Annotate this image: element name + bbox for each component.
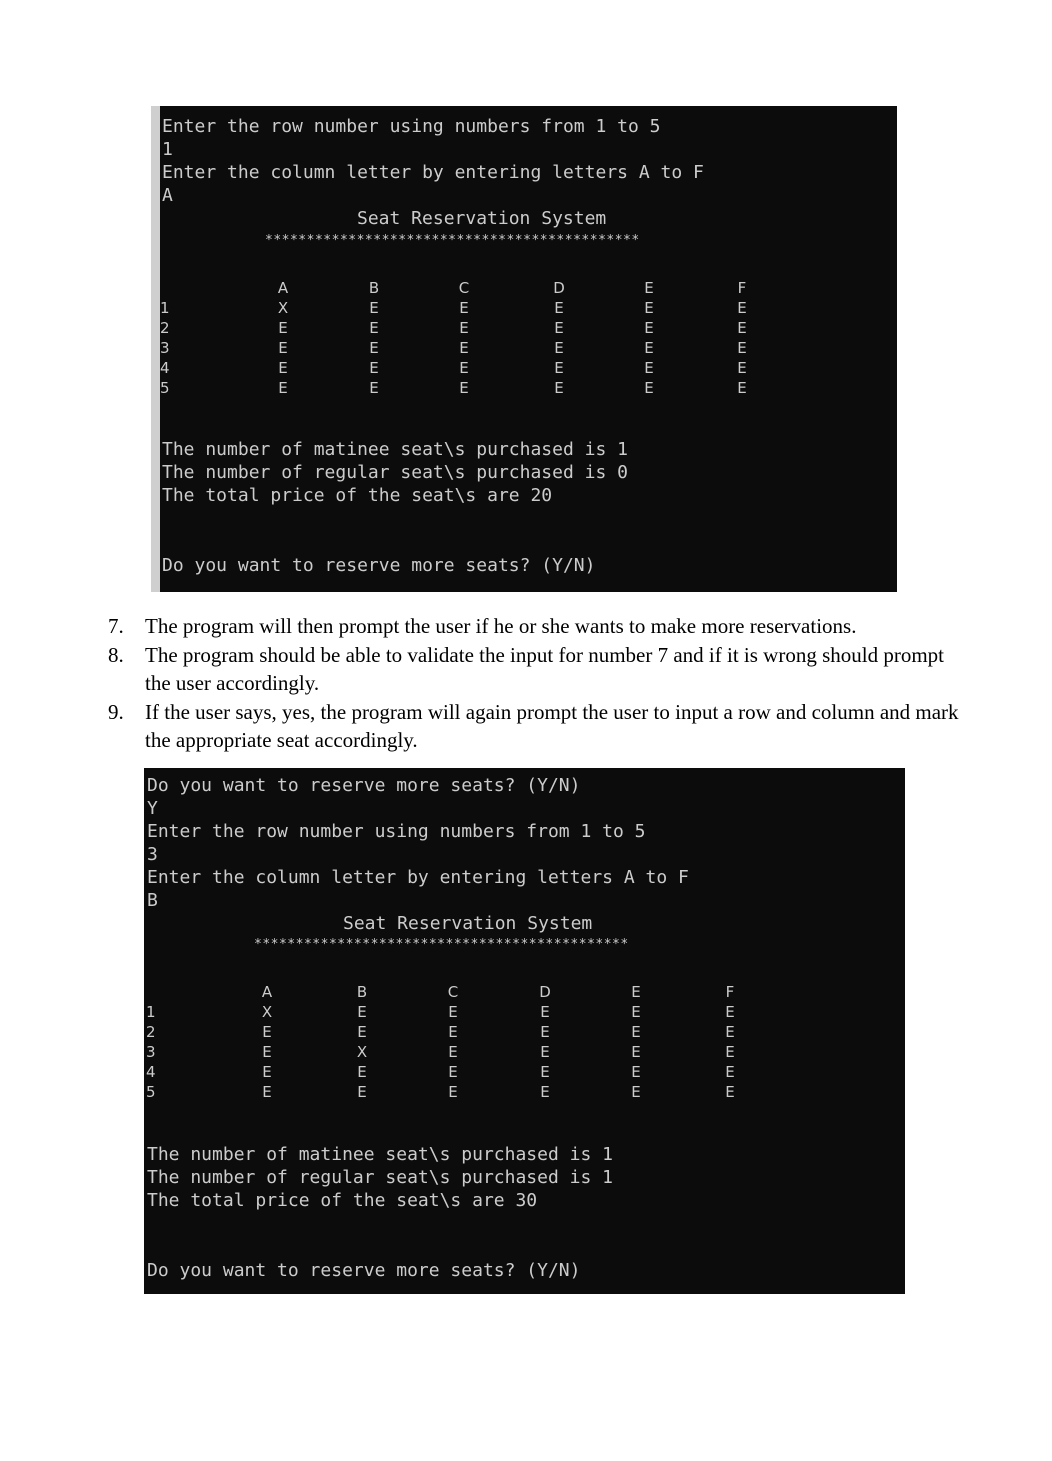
row-label: 1 bbox=[146, 1003, 156, 1021]
item-text: The program should be able to validate the input for number 7 and if it is wrong should prompt the user accordingly. bbox=[145, 642, 945, 695]
seat-cell: E bbox=[725, 1003, 735, 1021]
column-header: D bbox=[539, 983, 551, 1001]
seat-cell: E bbox=[448, 1043, 458, 1061]
column-header: A bbox=[277, 279, 289, 297]
column-header: C bbox=[458, 279, 470, 297]
reserve-more-prompt: Do you want to reserve more seats? (Y/N) bbox=[147, 1260, 581, 1281]
seat-cell: E bbox=[554, 319, 564, 337]
seat-cell: E bbox=[278, 359, 288, 377]
column-header: D bbox=[553, 279, 565, 297]
column-header: F bbox=[737, 279, 747, 297]
regular-count: The number of regular seat\s purchased is 1 bbox=[147, 1167, 613, 1188]
seat-cell: E bbox=[631, 1083, 641, 1101]
seat-cell: E bbox=[262, 1023, 272, 1041]
instruction-item bbox=[108, 698, 968, 755]
seat-cell: E bbox=[631, 1043, 641, 1061]
seat-cell: E bbox=[369, 299, 379, 317]
seat-cell: E bbox=[540, 1003, 550, 1021]
matinee-count: The number of matinee seat\s purchased is 1 bbox=[162, 439, 628, 460]
seat-cell: E bbox=[725, 1043, 735, 1061]
seat-cell: E bbox=[278, 379, 288, 397]
seat-cell: E bbox=[737, 299, 747, 317]
seat-cell: E bbox=[357, 1083, 367, 1101]
seat-cell: E bbox=[262, 1063, 272, 1081]
reserve-more-prompt: Do you want to reserve more seats? (Y/N) bbox=[147, 775, 581, 796]
seat-cell: E bbox=[737, 339, 747, 357]
seat-cell: E bbox=[448, 1063, 458, 1081]
item-number: 8. bbox=[108, 642, 124, 667]
seat-cell: E bbox=[725, 1063, 735, 1081]
seat-cell: E bbox=[554, 359, 564, 377]
row-label: 3 bbox=[146, 1043, 156, 1061]
input-row: 3 bbox=[147, 844, 158, 865]
row-label: 2 bbox=[146, 1023, 156, 1041]
prompt-row: Enter the row number using numbers from 1 to 5 bbox=[147, 821, 646, 842]
seat-cell: E bbox=[459, 379, 469, 397]
prompt-column: Enter the column letter by entering letters A to F bbox=[147, 867, 689, 888]
seat-cell: E bbox=[631, 1003, 641, 1021]
title-underline: ********************************************* bbox=[265, 233, 640, 248]
seat-cell: E bbox=[540, 1063, 550, 1081]
seat-cell: E bbox=[369, 379, 379, 397]
seat-grid bbox=[160, 278, 880, 418]
seat-cell: E bbox=[278, 339, 288, 357]
reserve-more-prompt: Do you want to reserve more seats? (Y/N) bbox=[162, 555, 596, 576]
column-header: B bbox=[356, 983, 368, 1001]
row-label: 2 bbox=[160, 319, 170, 337]
instruction-list bbox=[108, 612, 968, 755]
seat-cell: E bbox=[369, 339, 379, 357]
seat-cell: E bbox=[631, 1023, 641, 1041]
seat-cell: E bbox=[540, 1023, 550, 1041]
matinee-count: The number of matinee seat\s purchased is 1 bbox=[147, 1144, 613, 1165]
row-label: 1 bbox=[160, 299, 170, 317]
input-column: B bbox=[147, 890, 158, 911]
row-label: 4 bbox=[160, 359, 170, 377]
total-price: The total price of the seat\s are 20 bbox=[162, 485, 553, 506]
item-number: 7. bbox=[108, 614, 124, 638]
instruction-item bbox=[108, 612, 968, 641]
console-window-1 bbox=[151, 106, 897, 592]
seat-cell: E bbox=[459, 359, 469, 377]
instruction-item bbox=[108, 641, 968, 698]
seat-cell: E bbox=[448, 1003, 458, 1021]
seat-cell: X bbox=[277, 299, 289, 317]
input-column: A bbox=[162, 185, 173, 206]
system-title: Seat Reservation System bbox=[357, 208, 607, 229]
total-price: The total price of the seat\s are 30 bbox=[147, 1190, 538, 1211]
seat-cell: X bbox=[261, 1003, 273, 1021]
seat-cell: E bbox=[262, 1083, 272, 1101]
column-header: F bbox=[725, 983, 735, 1001]
seat-cell: E bbox=[357, 1023, 367, 1041]
seat-cell: E bbox=[459, 299, 469, 317]
console-window-2 bbox=[144, 768, 905, 1294]
seat-cell: E bbox=[737, 319, 747, 337]
seat-cell: E bbox=[644, 319, 654, 337]
prompt-row: Enter the row number using numbers from 1 to 5 bbox=[162, 116, 661, 137]
prompt-column: Enter the column letter by entering letters A to F bbox=[162, 162, 704, 183]
seat-cell: E bbox=[459, 319, 469, 337]
seat-cell: E bbox=[725, 1083, 735, 1101]
seat-cell: E bbox=[448, 1023, 458, 1041]
row-label: 5 bbox=[160, 379, 170, 397]
seat-cell: E bbox=[644, 379, 654, 397]
seat-cell: E bbox=[262, 1043, 272, 1061]
seat-cell: E bbox=[644, 359, 654, 377]
item-text: If the user says, yes, the program will again prompt the user to input a row and column and mark the appropriate seat accordingly. bbox=[145, 699, 959, 752]
seat-cell: E bbox=[540, 1043, 550, 1061]
seat-cell: E bbox=[540, 1083, 550, 1101]
seat-cell: E bbox=[725, 1023, 735, 1041]
column-header: B bbox=[368, 279, 380, 297]
title-underline: ********************************************* bbox=[254, 937, 629, 952]
column-header: C bbox=[447, 983, 459, 1001]
seat-cell: E bbox=[278, 319, 288, 337]
seat-cell: E bbox=[631, 1063, 641, 1081]
row-label: 4 bbox=[146, 1063, 156, 1081]
seat-cell: E bbox=[554, 379, 564, 397]
input-more: Y bbox=[147, 798, 158, 819]
row-label: 3 bbox=[160, 339, 170, 357]
column-header: E bbox=[644, 279, 654, 297]
seat-cell: E bbox=[554, 299, 564, 317]
column-header: E bbox=[631, 983, 641, 1001]
seat-cell: E bbox=[737, 359, 747, 377]
seat-cell: E bbox=[448, 1083, 458, 1101]
seat-cell: E bbox=[357, 1003, 367, 1021]
seat-cell: E bbox=[369, 319, 379, 337]
seat-cell: X bbox=[356, 1043, 368, 1061]
item-text: The program will then prompt the user if he or she wants to make more reservations. bbox=[145, 614, 857, 638]
row-label: 5 bbox=[146, 1083, 156, 1101]
system-title: Seat Reservation System bbox=[343, 913, 593, 934]
seat-cell: E bbox=[737, 379, 747, 397]
seat-grid bbox=[146, 982, 886, 1122]
seat-cell: E bbox=[459, 339, 469, 357]
seat-cell: E bbox=[357, 1063, 367, 1081]
regular-count: The number of regular seat\s purchased is 0 bbox=[162, 462, 628, 483]
seat-cell: E bbox=[644, 339, 654, 357]
input-row: 1 bbox=[162, 139, 173, 160]
seat-cell: E bbox=[644, 299, 654, 317]
column-header: A bbox=[261, 983, 273, 1001]
seat-cell: E bbox=[554, 339, 564, 357]
seat-cell: E bbox=[369, 359, 379, 377]
item-number: 9. bbox=[108, 699, 124, 724]
